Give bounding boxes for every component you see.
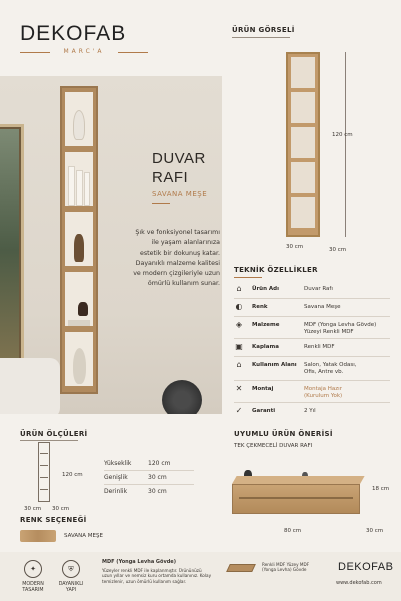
spec-key: Renk bbox=[252, 304, 268, 310]
spec-row bbox=[234, 299, 390, 317]
home-icon: ⌂ bbox=[236, 360, 242, 369]
subtitle-divider bbox=[152, 203, 170, 204]
height-label: 120 cm bbox=[332, 132, 353, 138]
spec-row bbox=[234, 339, 390, 357]
section-divider bbox=[234, 277, 262, 278]
mini-width-label: 30 cm bbox=[24, 506, 42, 512]
product-technical-image bbox=[286, 52, 320, 237]
board-text: Renkli MDF Yüzey MDF (Yonga Levha) Gövde bbox=[262, 562, 310, 573]
shield-icon: ✓ bbox=[235, 406, 243, 415]
measure-key: Derinlik bbox=[104, 488, 128, 495]
header bbox=[0, 0, 401, 76]
spec-value: Salon, Yatak Odası, Ofis, Antre vb. bbox=[304, 362, 357, 375]
spec-row bbox=[234, 317, 390, 339]
dimensions-title: ÜRÜN ÖLÇÜLERİ bbox=[20, 430, 88, 438]
product-title-line2: RAFI bbox=[152, 169, 189, 186]
footer-logo: DEKOFAB bbox=[338, 561, 394, 573]
spec-value: Montaja Hazır (Kurulum Yok) bbox=[304, 386, 343, 399]
website-link[interactable]: www.dekofab.com bbox=[336, 580, 382, 586]
durable-icon: ⛨ bbox=[62, 560, 80, 578]
measure-key: Yükseklik bbox=[104, 460, 132, 467]
wall-shelf-image bbox=[60, 86, 98, 394]
material-title: MDF (Yonga Levha Gövde) bbox=[102, 559, 176, 565]
product-description: Şık ve fonksiyonel tasarımı ile yaşam alanlarınıza estetik bir dokunuş katar. Dayanıklı malzeme kalitesi ve modern çizgileriyle uzun ömürlü kullanım sunar. bbox=[133, 229, 220, 288]
color-swatch bbox=[20, 530, 56, 542]
badge-label: MODERN TASARIM bbox=[22, 582, 44, 593]
layers-icon: ◈ bbox=[235, 320, 243, 329]
drawer-shelf-image bbox=[232, 484, 360, 514]
measure-value: 120 cm bbox=[148, 460, 171, 467]
spec-value: Renkli MDF bbox=[304, 344, 335, 350]
coating-icon: ▣ bbox=[235, 342, 243, 351]
mini-depth-label: 30 cm bbox=[52, 506, 70, 512]
measure-value: 30 cm bbox=[148, 488, 167, 495]
spec-row bbox=[234, 381, 390, 403]
width-label: 30 cm bbox=[286, 244, 304, 250]
color-options-title: RENK SEÇENEĞİ bbox=[20, 516, 87, 524]
compatible-height-label: 18 cm bbox=[372, 486, 390, 492]
spec-key: Kullanım Alanı bbox=[252, 362, 297, 368]
color-name: SAVANA MEŞE bbox=[64, 533, 103, 539]
spec-value: 2 Yıl bbox=[304, 408, 316, 414]
spec-key: Montaj bbox=[252, 386, 274, 392]
lamp-image bbox=[162, 380, 202, 414]
spec-row bbox=[234, 403, 390, 421]
spec-row bbox=[234, 281, 390, 299]
specs-title: TEKNİK ÖZELLİKLER bbox=[234, 266, 318, 274]
spec-value: Savana Meşe bbox=[304, 304, 341, 310]
spec-value: MDF (Yonga Levha Gövde) Yüzeyi Renkli MDF bbox=[304, 322, 377, 335]
badge-label: DAYANIKLI YAPI bbox=[58, 582, 84, 593]
height-dimension-line bbox=[345, 52, 346, 237]
sofa-image bbox=[0, 358, 60, 414]
brand-logo: DEKOFAB bbox=[20, 22, 127, 45]
board-sample-image bbox=[226, 564, 256, 572]
mini-shelf-diagram bbox=[38, 442, 50, 502]
section-divider bbox=[20, 440, 78, 441]
compatible-width-label: 80 cm bbox=[284, 528, 302, 534]
measure-key: Genişlik bbox=[104, 474, 128, 481]
section-divider bbox=[232, 37, 290, 38]
spec-value: Duvar Rafı bbox=[304, 286, 333, 292]
compatible-depth-label: 30 cm bbox=[366, 528, 384, 534]
product-color-subtitle: SAVANA MEŞE bbox=[152, 190, 208, 198]
compatible-subtitle: TEK ÇEKMECELİ DUVAR RAFI bbox=[234, 443, 313, 449]
material-text: Yüzeyler renkli MDF ile kaplanmıştır. Ürününüzü uzun yıllar ve nemsiz kuru ortamda kullanınız. Kolay temizlenir, uzun ömürlü kullanım sağlar. bbox=[102, 568, 212, 584]
tools-icon: ✕ bbox=[235, 384, 243, 393]
spec-key: Kaplama bbox=[252, 344, 279, 350]
spec-key: Malzeme bbox=[252, 322, 280, 328]
mini-height-label: 120 cm bbox=[62, 472, 83, 478]
measure-value: 30 cm bbox=[148, 474, 167, 481]
modern-design-icon: ✦ bbox=[24, 560, 42, 578]
spec-key: Garanti bbox=[252, 408, 276, 414]
palette-icon: ◐ bbox=[235, 302, 243, 311]
spec-key: Ürün Adı bbox=[252, 286, 280, 292]
drawer-shelf-top bbox=[232, 476, 365, 484]
depth-label: 30 cm bbox=[329, 247, 347, 253]
spec-row bbox=[234, 357, 390, 381]
compatible-title: UYUMLU ÜRÜN ÖNERİSİ bbox=[234, 430, 333, 438]
product-image-title: ÜRÜN GÖRSELİ bbox=[232, 26, 295, 34]
brand-tagline: MARC'A bbox=[20, 48, 148, 55]
product-title-line1: DUVAR bbox=[152, 150, 206, 167]
tag-icon: ⌂ bbox=[236, 284, 242, 293]
